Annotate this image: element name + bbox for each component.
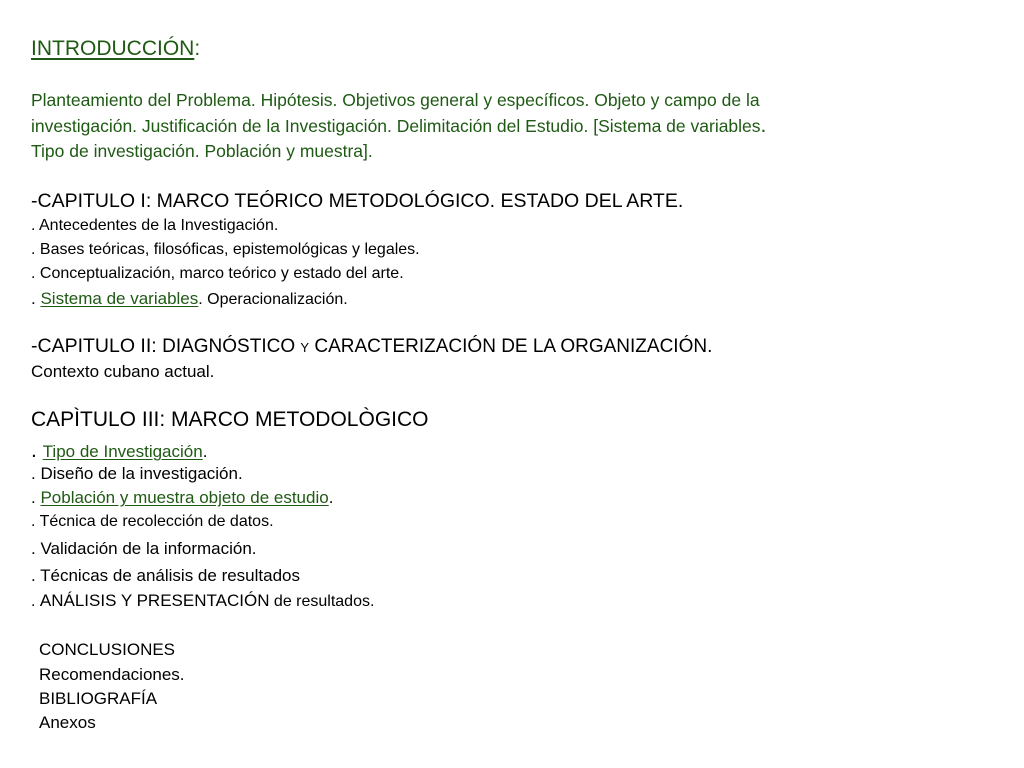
cap2-title-rest: DIAGNÓSTICO y CARACTERIZACIÓN DE LA ORGANIZACIÓN. — [162, 336, 713, 357]
intro-colon: : — [194, 37, 201, 60]
cap3-item-analisis-presentacion — [31, 591, 374, 611]
cap1-item4-prefix: . — [31, 289, 41, 308]
cap1-title: -CAPITULO I: MARCO TEÓRICO METODOLÓGICO. ESTADO DEL ARTE. — [31, 190, 684, 212]
intro-para-part1: Planteamiento del Problema. Hipótesis. Objetivos general y específicos. Objeto y campo de la investigación. Justificación de la Investigación. Delimitación del Estudio. [Sistema de variables — [31, 90, 761, 136]
cap1-item-antecedentes: . Antecedentes de la Investigación. — [31, 217, 279, 234]
recomendaciones: Recomendaciones. — [39, 665, 185, 684]
cap3-item7-caps: ANÁLISIS Y PRESENTACIÓN — [39, 591, 270, 610]
sistema-de-variables-link[interactable]: Sistema de variables — [40, 289, 199, 308]
cap3-title: CAPÌTULO III: MARCO METODOLÒGICO — [31, 408, 429, 431]
cap3-item3-prefix: . — [31, 488, 41, 507]
cap1-item-bases: . Bases teóricas, filosóficas, epistemológicas y legales. — [31, 241, 420, 258]
cap1-item-conceptualizacion: . Conceptualización, marco teórico y estado del arte. — [31, 265, 404, 282]
poblacion-y-muestra-link[interactable]: Población y muestra objeto de estudio — [40, 488, 329, 507]
cap3-item1-suffix: . — [202, 442, 208, 461]
anexos: Anexos — [39, 713, 96, 732]
cap3-item-validacion: . Validación de la información. — [31, 539, 257, 558]
intro-paragraph — [31, 88, 771, 164]
intro-title: INTRODUCCIÓN — [31, 37, 195, 60]
cap3-item-tipo — [31, 439, 207, 463]
cap2-title — [31, 335, 712, 358]
intro-heading — [31, 37, 200, 61]
cap3-item-tecnica-recoleccion: . Técnica de recolección de datos. — [31, 513, 274, 530]
cap3-item1-prefix: . — [31, 439, 43, 462]
cap3-item-poblacion — [31, 488, 333, 508]
cap1-item4-suffix: . Operacionalización. — [198, 291, 348, 308]
intro-para-dot: . — [760, 114, 767, 137]
cap2-title-prefix: -CAPITULO II: — [31, 335, 163, 357]
conclusiones: CONCLUSIONES — [39, 640, 176, 659]
cap3-item7-suffix: de resultados. — [269, 593, 375, 610]
cap1-item-sistema — [31, 289, 348, 309]
cap3-item3-suffix: . — [328, 488, 334, 507]
cap3-item-tecnicas-analisis: . Técnicas de análisis de resultados — [31, 566, 301, 585]
bibliografia: BIBLIOGRAFÍA — [39, 689, 158, 708]
cap2-subtitle: Contexto cubano actual. — [31, 362, 215, 381]
cap3-item7-prefix: . — [31, 593, 40, 610]
intro-para-part2: Tipo de investigación. Población y muestra]. — [31, 141, 373, 161]
tipo-de-investigacion-link[interactable]: Tipo de Investigación — [42, 442, 203, 461]
cap3-item-diseno: . Diseño de la investigación. — [31, 464, 243, 483]
